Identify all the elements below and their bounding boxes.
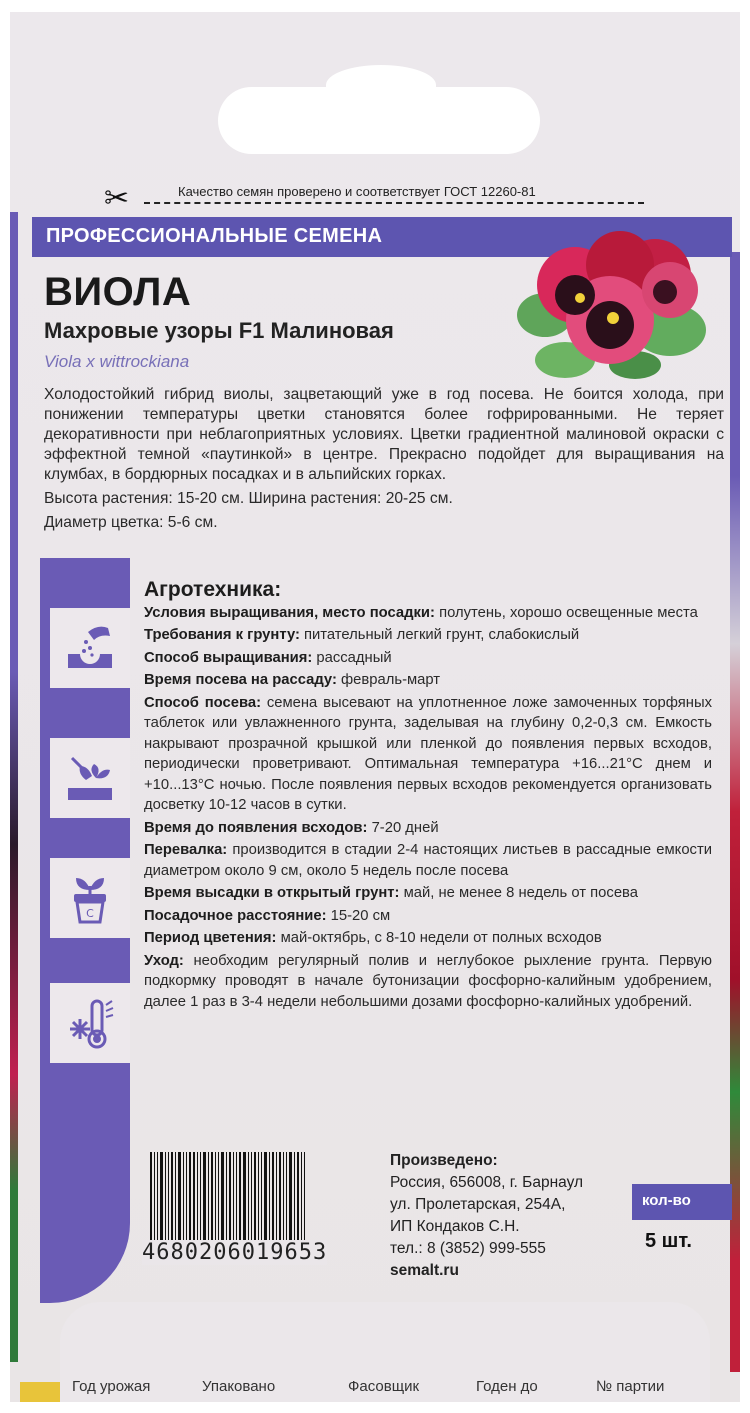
- stamp-field-packed: Упаковано: [202, 1378, 276, 1395]
- agro-label: Время до появления всходов:: [144, 819, 368, 836]
- stamp-field-packer: Фасовщик: [348, 1378, 420, 1395]
- agro-label: Период цветения:: [144, 930, 277, 946]
- description-paragraph: Холодостойкий гибрид виолы, зацветающий уже в год посева. Не боится холода, при понижении температуры цветки становятся более гофрированными. Не теряет декоративности при неблагоприятных условиях. Цветки градиентной малиновой окраски с эффектной темной «паутинкой» в центре. Прекрасно подойдет для выращивания на клумбах, в бордюрных посадках и в альпийских горках.: [44, 386, 724, 483]
- agro-row: [144, 928, 712, 949]
- icon-sidebar: [40, 558, 130, 1303]
- stamp-field-harvest-year: Год урожая: [72, 1378, 151, 1395]
- agro-label: Посадочное расстояние:: [144, 907, 327, 924]
- agro-value: необходим регулярный полив и неглубокое рыхление грунта. Первую подкормку проводят в начале бутонизации фосфорно-калийным удобрением, далее 1 раз в 3-4 недели небольшими дозами фосфорно-калийных удобрений.: [144, 952, 712, 1010]
- manufacturer-heading: Произведено:: [390, 1152, 498, 1169]
- agro-value: май, не менее 8 недель от посева: [399, 885, 638, 901]
- agro-row: [144, 625, 712, 646]
- cut-line: [104, 182, 644, 222]
- quantity-badge: [632, 1184, 732, 1220]
- dashed-cut-line: [144, 202, 644, 204]
- agro-row: [144, 883, 712, 904]
- agro-label: Время высадки в открытый грунт:: [144, 885, 400, 901]
- latin-name: Viola x wittrockiana: [44, 352, 190, 371]
- potted-seedling-icon: [50, 858, 130, 938]
- agro-value: февраль-март: [336, 672, 441, 688]
- frost-thermometer-icon: [50, 983, 130, 1063]
- agro-label: Способ выращивания:: [144, 649, 313, 666]
- manufacturer-info: [390, 1150, 583, 1282]
- brand-band-label: ПРОФЕССИОНАЛЬНЫЕ СЕМЕНА: [46, 225, 383, 247]
- agro-value: 7-20 дней: [367, 819, 439, 836]
- stamp-field-batch-number: № партии: [596, 1378, 665, 1395]
- agro-row: [144, 951, 712, 1013]
- agro-row: [144, 818, 712, 839]
- svg-text:C: C: [86, 907, 94, 920]
- quality-note: Качество семян проверено и соответствует ГОСТ 12260-81: [178, 184, 536, 199]
- barcode-bars: [150, 1152, 360, 1244]
- agro-label: Способ посева:: [144, 694, 261, 711]
- packet-edge-left: [10, 212, 18, 1362]
- agro-label: Уход:: [144, 952, 184, 969]
- agro-label: Требования к грунту:: [144, 627, 300, 643]
- agro-value: питательный легкий грунт, слабокислый: [299, 627, 580, 643]
- description: [44, 385, 724, 537]
- agro-label: Время посева на рассаду:: [144, 672, 337, 688]
- seed-packet: [10, 12, 740, 1402]
- planting-trowel-icon: [50, 738, 130, 818]
- manufacturer-line2: ул. Пролетарская, 254А,: [390, 1196, 566, 1213]
- agro-value: 15-20 см: [326, 907, 391, 924]
- agro-row: [144, 603, 712, 624]
- product-title: ВИОЛА: [44, 270, 192, 314]
- manufacturer-phone: тел.: 8 (3852) 999-555: [390, 1240, 546, 1257]
- stamp-field-best-before: Годен до: [476, 1378, 538, 1395]
- barcode-digits: 4680206019653: [142, 1240, 328, 1265]
- stamp-fields: [72, 1378, 712, 1395]
- sowing-hand-icon: [50, 608, 130, 688]
- manufacturer-line3: ИП Кондаков С.Н.: [390, 1218, 520, 1235]
- barcode: [142, 1152, 360, 1265]
- hang-hole: [218, 87, 540, 154]
- agro-label: Условия выращивания, место посадки:: [144, 604, 435, 621]
- agro-value: май-октябрь, с 8-10 недели от полных всходов: [276, 930, 602, 946]
- agro-row: [144, 906, 712, 927]
- flower-image: [505, 220, 715, 380]
- manufacturer-website: semalt.ru: [390, 1262, 459, 1279]
- agro-label: Перевалка:: [144, 842, 228, 858]
- agro-row: [144, 670, 712, 691]
- agro-value: рассадный: [312, 649, 392, 666]
- product-subtitle: Махровые узоры F1 Малиновая: [44, 318, 394, 343]
- agrotechnics-section: [144, 580, 712, 1014]
- agro-value: полутень, хорошо освещенные места: [434, 604, 698, 621]
- size-line: Высота растения: 15-20 см. Ширина растения: 20-25 см.: [44, 490, 453, 507]
- agro-value: семена высевают на уплотненное ложе замоченных торфяных таблеток или увлажненного грунта, заделывая на глубину 0,2-0,3 см. Емкость накрывают прозрачной крышкой или пленкой до появления первых всходов, периодически проветривают. Оптимальная температура +16...21°С днем и +10...13°С ночью. После появления первых всходов рекомендуется организовать досветку 10-12 часов в сутки.: [144, 694, 712, 813]
- agro-value: производится в стадии 2-4 настоящих листьев в рассадные емкости диаметром около 9 см, около 5 недель после посева: [144, 842, 712, 879]
- agro-row: [144, 648, 712, 669]
- diameter-line: Диаметр цветка: 5-6 см.: [44, 514, 218, 531]
- agro-row: [144, 693, 712, 816]
- quantity-value: 5 шт.: [645, 1230, 692, 1252]
- scissors-icon: ✂: [104, 182, 130, 215]
- quantity-label: кол-во: [642, 1192, 691, 1209]
- agro-row: [144, 840, 712, 881]
- agrotechnics-heading: Агротехника:: [144, 578, 282, 601]
- manufacturer-line1: Россия, 656008, г. Барнаул: [390, 1174, 584, 1191]
